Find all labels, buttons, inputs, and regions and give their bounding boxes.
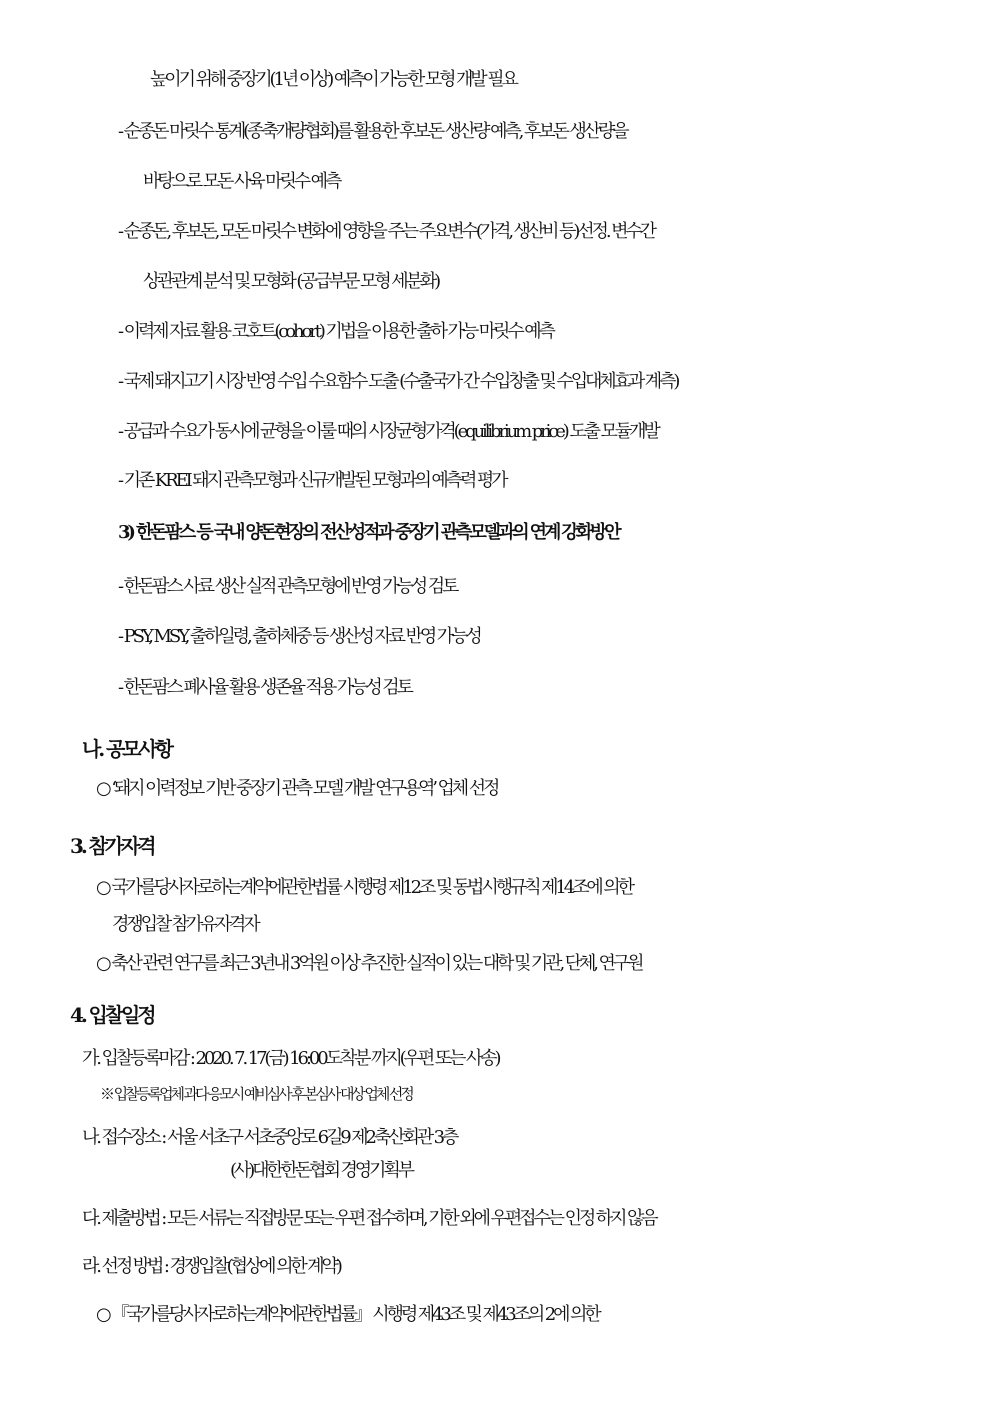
subsection-heading: 3) 한돈팜스 등 국내 양돈현장의 전산성적과 중장기 관측모델과의 연계 강화방안 xyxy=(118,522,619,543)
text-line: 바탕으로 모돈 사육 마릿수 예측 xyxy=(143,171,340,192)
section-heading: 3. 참가자격 xyxy=(70,834,154,858)
section-heading: 나. 공모사항 xyxy=(82,737,171,761)
bullet-item: - 국제 돼지고기 시장 반영 수입 수요함수 도출 (수출국가 간 수입창출 및 수입대체효과 계측) xyxy=(118,371,678,392)
section-heading: 4. 입찰일정 xyxy=(70,1003,154,1027)
bullet-item: - 순종돈, 후보돈, 모돈 마릿수 변화에 영향을 주는 주요변수(가격, 생산비 등)선정. 변수간 xyxy=(118,221,654,242)
circle-item: ○ 『국가를당사자로하는계약에관한법률』 시행령 제43조 및 제43조의 2에 의한 xyxy=(96,1304,599,1325)
bullet-item: - 공급과 수요가 동시에 균형을 이룰 때의 시장균형가격(equilibrium price) 도출 모듈개발 xyxy=(118,421,658,442)
text-line: 경쟁입찰 참가유자격자 xyxy=(112,914,258,935)
circle-item: ○ 축산 관련 연구를 최근 3년내 3억원 이상 추진한 실적이 있는 대학 및 기관, 단체, 연구원 xyxy=(96,953,642,974)
text-line: (사)대한한돈협회 경영기획부 xyxy=(230,1160,412,1181)
text-line: 상관관계 분석 및 모형화 (공급부문 모형 세분화) xyxy=(143,271,439,292)
schedule-item: 가. 입찰등록마감 : 2020. 7. 17(금) 16:00도착분 까지(우편 또는 사송) xyxy=(82,1048,499,1069)
schedule-item: 라. 선정 방법 : 경쟁입찰(협상에 의한 계약) xyxy=(82,1256,340,1277)
text-line: 높이기 위해 중장기(1년 이상) 예측이 가능한 모형 개발 필요 xyxy=(150,69,516,90)
bullet-item: - PSY, MSY, 출하일령, 출하체중 등 생산성 자료 반영 가능성 xyxy=(118,626,480,647)
bullet-item: - 한돈팜스 사료 생산 실적 관측모형에 반영 가능성 검토 xyxy=(118,576,457,597)
schedule-item: 나. 접수장소 : 서울 서초구 서초중앙로 6길9 제2축산회관 3층 xyxy=(82,1127,457,1148)
note-line: ※ 입찰등록업체 과다 응모시 예비심사 후 본심사 대상 업체 선정 xyxy=(100,1085,412,1103)
bullet-item: - 기존 KREI 돼지 관측모형과 신규개발된 모형과의 예측력 평가 xyxy=(118,470,506,491)
bullet-item: - 이력제 자료 활용 코호트(cohort) 기법을 이용한 출하 가능 마릿수 예측 xyxy=(118,321,553,342)
circle-item: ○ ‘돼지 이력정보 기반 중장기 관측 모델 개발 연구용역’ 업체 선정 xyxy=(96,778,498,799)
bullet-item: - 순종돈 마릿수 통계(종축개량협회)를 활용한 후보돈 생산량 예측, 후보돈 생산량을 xyxy=(118,121,627,142)
schedule-item: 다. 제출방법 : 모든 서류는 직접방문 또는 우편 접수하며, 기한 외에 우편접수는 인정 하지 않음 xyxy=(82,1208,656,1229)
bullet-item: - 한돈팜스 폐사율 활용 생존율 적용 가능성 검토 xyxy=(118,677,411,698)
circle-item: ○ 국가를당사자로하는계약에관한법률 시행령 제12조 및 동법시행규칙 제14조에 의한 xyxy=(96,877,632,898)
